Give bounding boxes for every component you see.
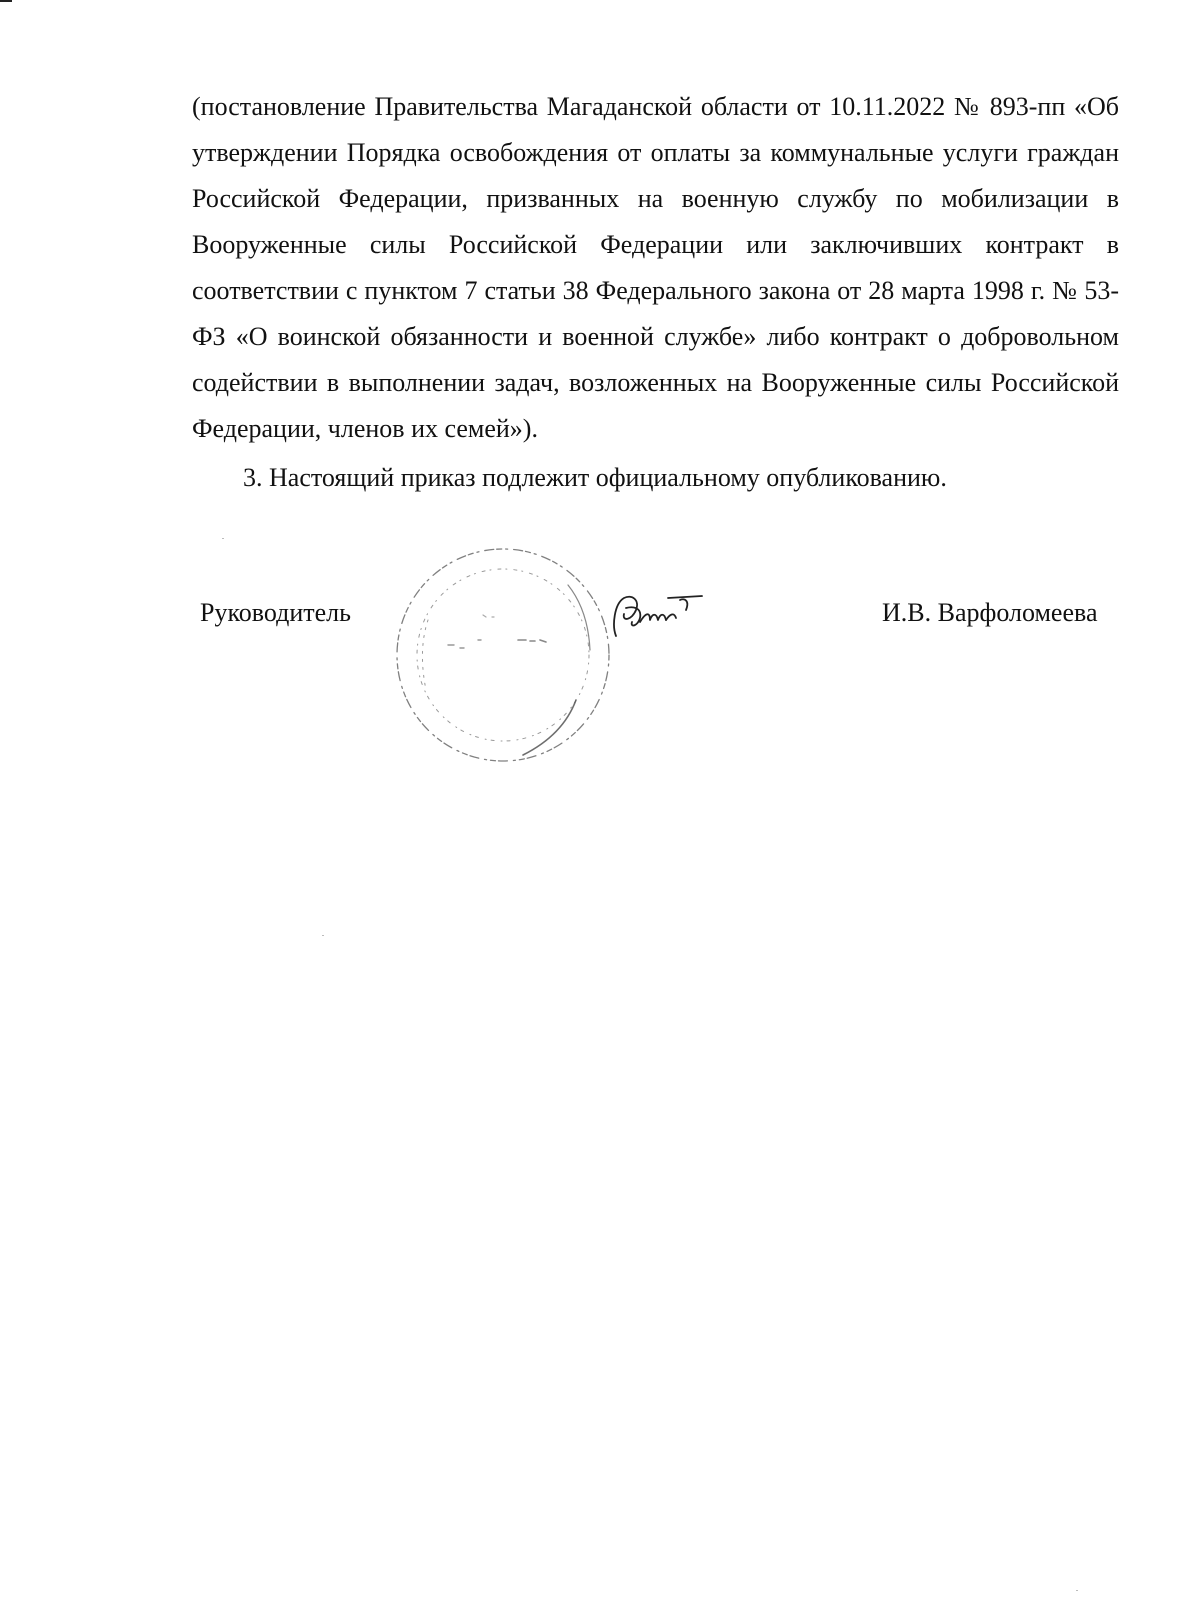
text-line: (постановление Правительства Магаданской области от 10.11.2022 № 893-пп — [192, 92, 1066, 121]
scan-speck — [1076, 1590, 1078, 1591]
text-line: мобилизации в Вооруженные силы Российской Федерации или заключивших — [192, 184, 1120, 259]
text-line: добровольном содействии в выполнении задач, возложенных на Вооруженные — [192, 322, 1119, 397]
paragraph-item-3: 3. Настоящий приказ подлежит официальному опубликованию. — [243, 463, 947, 492]
signatory-name: И.В. Варфоломеева — [882, 598, 1098, 627]
handwritten-signature-icon — [610, 588, 710, 644]
text-line: силы Российской Федерации, членов их семей»). — [192, 368, 1120, 443]
paragraph-decree-reference — [192, 84, 1119, 452]
text-line: контракт в соответствии с пунктом 7 статьи 38 Федерального закона от 28 марта — [192, 230, 1119, 305]
document-body — [192, 84, 1119, 501]
scan-speck — [322, 935, 324, 936]
scan-speck — [222, 538, 224, 539]
text-line: «Об утверждении Порядка освобождения от оплаты за коммунальные услуги — [192, 92, 1119, 167]
scan-edge-mark — [0, 0, 12, 2]
round-seal-icon — [388, 540, 618, 770]
text-line: граждан Российской Федерации, призванных на военную службу по — [192, 138, 1119, 213]
signatory-title: Руководитель — [200, 598, 351, 627]
text-line: 1998 г. № 53-ФЗ «О воинской обязанности и военной службе» либо контракт о — [192, 276, 1120, 351]
